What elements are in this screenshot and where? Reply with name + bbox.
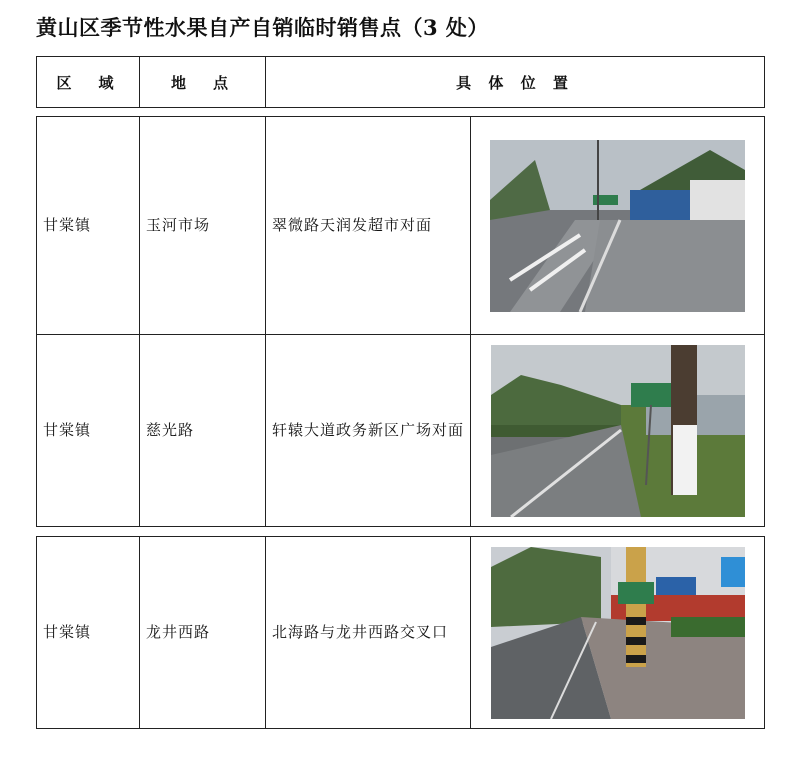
row-table-2 <box>36 334 765 527</box>
detail-cell: 轩辕大道政务新区广场对面 <box>266 335 471 527</box>
header-location: 地 点 <box>140 57 266 108</box>
header-detail: 具 体 位 置 <box>266 57 765 108</box>
row-table-1 <box>36 116 765 335</box>
location-cell: 龙井西路 <box>140 537 266 729</box>
region-cell: 甘棠镇 <box>37 335 140 527</box>
page-title: 黄山区季节性水果自产自销临时销售点（3 处） <box>36 15 489 40</box>
header-region: 区 域 <box>37 57 140 108</box>
table-row <box>37 117 765 335</box>
table-row <box>37 335 765 527</box>
header-table <box>36 56 765 108</box>
region-cell: 甘棠镇 <box>37 117 140 335</box>
photo-cell <box>471 335 765 527</box>
photo-cell <box>471 537 765 729</box>
row-table-3 <box>36 536 765 729</box>
detail-cell: 翠微路天润发超市对面 <box>266 117 471 335</box>
header-row <box>37 57 765 108</box>
location-cell: 慈光路 <box>140 335 266 527</box>
street-photo-icon <box>491 345 745 517</box>
photo-cell <box>471 117 765 335</box>
street-photo-icon <box>491 547 745 719</box>
table-row <box>37 537 765 729</box>
region-cell: 甘棠镇 <box>37 537 140 729</box>
location-cell: 玉河市场 <box>140 117 266 335</box>
street-photo-icon <box>490 140 745 312</box>
detail-cell: 北海路与龙井西路交叉口 <box>266 537 471 729</box>
